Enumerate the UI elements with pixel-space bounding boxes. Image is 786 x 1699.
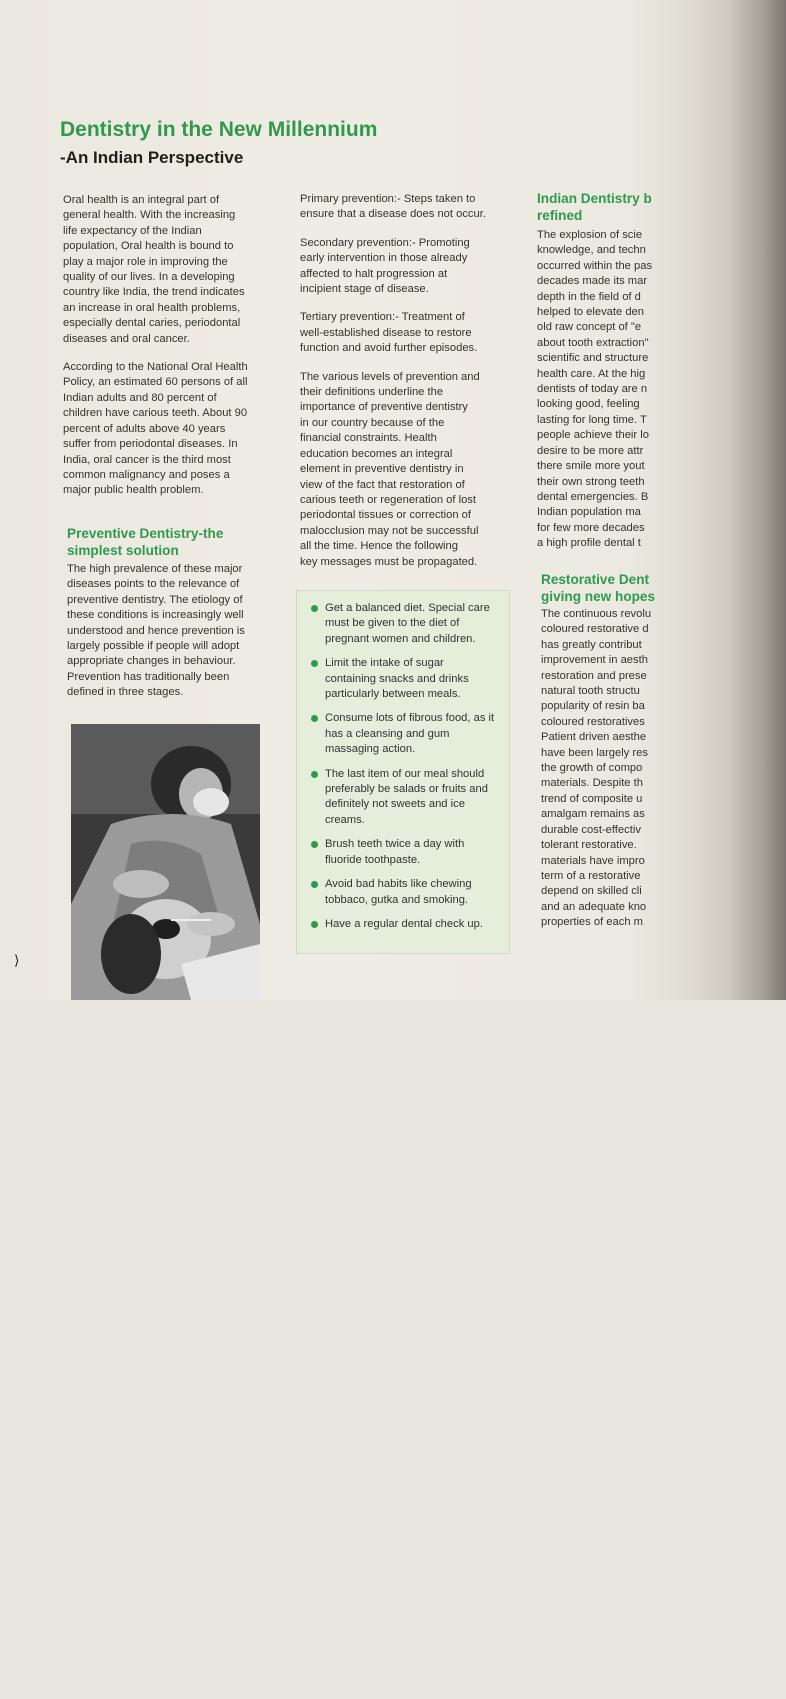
column-2 bbox=[300, 192, 500, 583]
column-3-restorative bbox=[541, 607, 701, 944]
bullet-icon bbox=[311, 881, 318, 888]
paragraph-continuous-revolution: The continuous revolu coloured restorative d has greatly contribut improvement in aesth restoration and prese natural tooth structu popularity of resin ba coloured restoratives Patient driven aesthe have been largely res the growth of compo materials. Despite th trend of composite u amalgam remains as durable cost-effectiv tolerant restorative. materials have impro term of a restorative depend on skilled cli and an adequate kno properties of each m bbox=[541, 608, 652, 929]
paragraph-tertiary-prevention: Tertiary prevention:- Treatment of well-established disease to restore function and avoid further episodes. bbox=[300, 311, 478, 355]
bullet-icon bbox=[311, 921, 318, 928]
column-1-intro bbox=[63, 193, 273, 512]
list-item bbox=[311, 656, 499, 702]
bullet-icon bbox=[311, 605, 318, 612]
article-title: Dentistry in the New Millennium bbox=[60, 118, 378, 141]
bullet-icon bbox=[311, 771, 318, 778]
paragraph-explosion: The explosion of scie knowledge, and techn occurred within the pas decades made its mar depth in the field of d helped to elevate den old raw concept of "e about tooth extraction" scientific and structure health care. At the hig dentists of today are n looking good, feeling lasting for long time. T people achieve their lo desire to be more attr there smile more yout their own strong teeth dental emergencies. B Indian population ma for few more decades a high profile dental t bbox=[537, 229, 653, 550]
list-item bbox=[311, 837, 499, 868]
heading-preventive-dentistry: Preventive Dentistry-the simplest solution bbox=[67, 526, 224, 558]
bullet-icon bbox=[311, 660, 318, 667]
heading-indian-dentistry: Indian Dentistry b refined bbox=[537, 191, 652, 223]
list-item-text: Consume lots of fibrous food, as it has a cleansing and gum massaging action. bbox=[325, 712, 495, 756]
dentist-photo-illustration bbox=[71, 724, 260, 1000]
list-item-text: Have a regular dental check up. bbox=[325, 917, 483, 930]
list-item-text: Brush teeth twice a day with fluoride toothpaste. bbox=[325, 838, 465, 866]
paragraph-oral-health: Oral health is an integral part of general health. With the increasing life expectancy of the Indian population, Oral health is bound to play a major role in improving the quality of our lives. In a developing country like India, the trend indicates an increase in oral health problems, especially dental caries, periodontal diseases and oral cancer. bbox=[63, 194, 245, 345]
margin-mark: ⟩ bbox=[14, 952, 20, 968]
list-item-text: Avoid bad habits like chewing tobbaco, gutka and smoking. bbox=[325, 878, 472, 906]
page-number: 72 bbox=[145, 1688, 157, 1699]
list-item-text: The last item of our meal should preferably be salads or fruits and definitely not sweets and ice creams. bbox=[325, 767, 488, 826]
key-messages-list bbox=[297, 591, 509, 932]
list-item bbox=[311, 601, 499, 647]
paragraph-prevalence: The high prevalence of these major diseases points to the relevance of preventive dentistry. The etiology of these conditions is increasingly well understood and hence prevention is largely possible if people will adopt appropriate changes in behaviour. Prevention has traditionally been defined in three stages. bbox=[67, 563, 245, 699]
dentist-photo bbox=[71, 724, 260, 1699]
column-3-indian-dentistry bbox=[537, 228, 697, 565]
paragraph-primary-prevention: Primary prevention:- Steps taken to ensure that a disease does not occur. bbox=[300, 193, 486, 221]
list-item-text: Limit the intake of sugar containing snacks and drinks particularly between meals. bbox=[325, 657, 469, 701]
column-1-preventive bbox=[67, 562, 277, 714]
list-item bbox=[311, 917, 499, 932]
paragraph-levels-of-prevention: The various levels of prevention and their definitions underline the importance of preventive dentistry in our country because of the financial constraints. Health education becomes an integral element in preventive dentistry in view of the fact that restoration of carious teeth or regeneration of lost periodontal tissues or correction of malocclusion may not be successful all the time. Hence the following key messages must be propagated. bbox=[300, 370, 480, 568]
paragraph-national-policy: According to the National Oral Health Policy, an estimated 60 persons of all Indian adults and 80 percent of children have carious teeth. About 90 percent of adults above 40 years suffer from periodontal diseases. In India, oral cancer is the third most common malignancy and poses a major public health problem. bbox=[63, 361, 248, 497]
key-messages-box bbox=[296, 590, 510, 954]
paragraph-secondary-prevention: Secondary prevention:- Promoting early intervention in those already affected to halt progression at incipient stage of disease. bbox=[300, 236, 470, 296]
article-subtitle: -An Indian Perspective bbox=[60, 148, 244, 167]
list-item bbox=[311, 877, 499, 908]
list-item bbox=[311, 767, 499, 829]
page-fold-shadow bbox=[691, 0, 786, 1000]
list-item bbox=[311, 711, 499, 757]
bullet-icon bbox=[311, 841, 318, 848]
bullet-icon bbox=[311, 715, 318, 722]
list-item-text: Get a balanced diet. Special care must be given to the diet of pregnant women and children. bbox=[325, 602, 490, 645]
heading-restorative-dentistry: Restorative Dent giving new hopes bbox=[541, 572, 656, 604]
